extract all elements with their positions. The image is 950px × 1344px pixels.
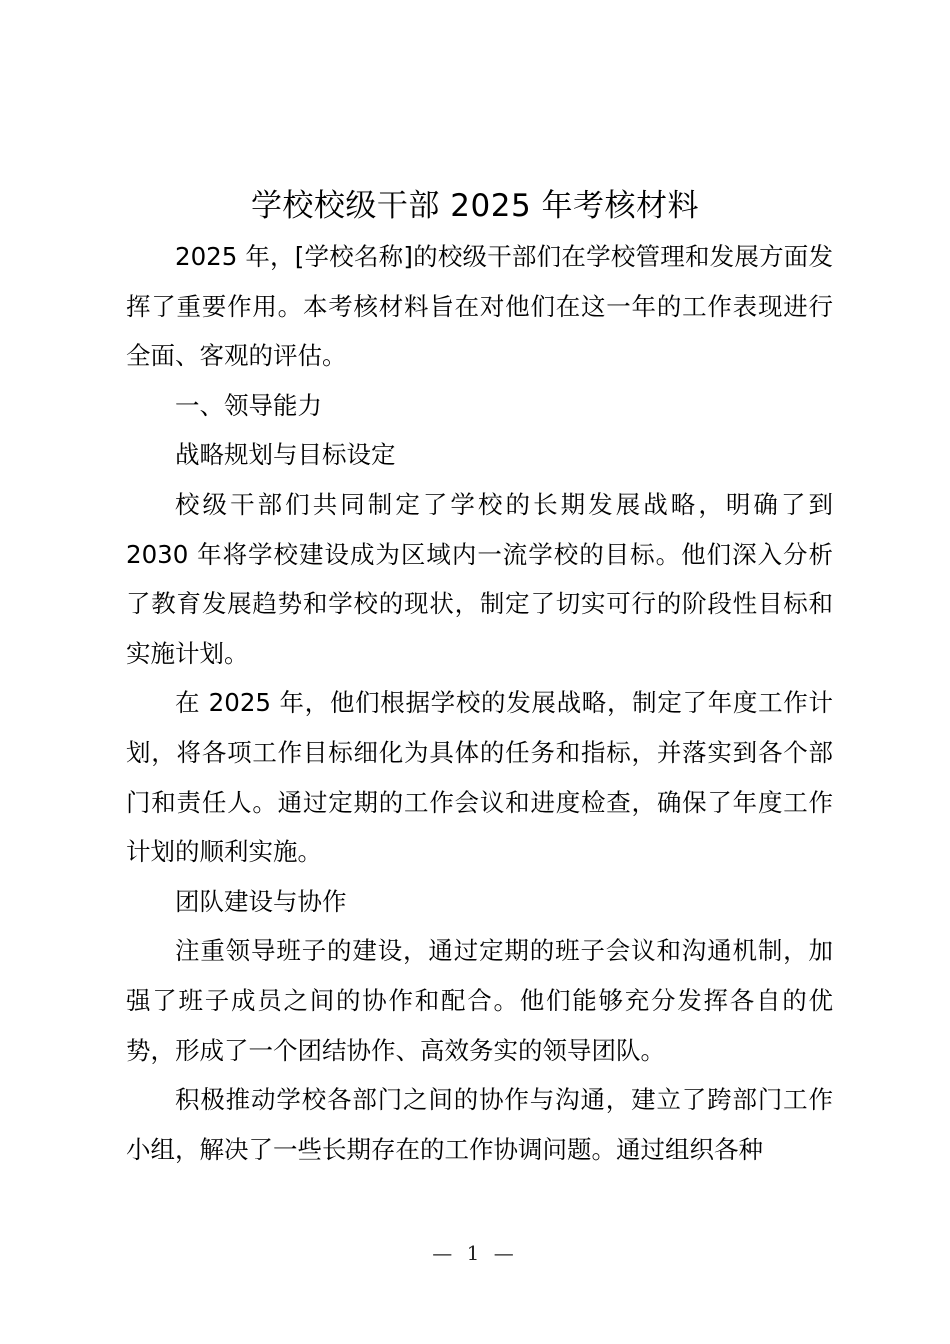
document-title: 学校校级干部 2025 年考核材料 [250,188,700,224]
paragraph-collaboration: 积极推动学校各部门之间的协作与沟通，建立了跨部门工作小组，解决了一些长期存在的工作协调问题。通过组织各种 [126,1085,833,1164]
paragraph-intro: 2025 年，[学校名称]的校级干部们在学校管理和发展方面发挥了重要作用。本考核材料旨在对他们在这一年的工作表现进行全面、客观的评估。 [126,242,833,371]
section-heading-leadership: 一、领导能力 [175,390,322,420]
document-body [126,232,833,1174]
paragraph-strategy: 校级干部们共同制定了学校的长期发展战略，明确了到 2030 年将学校建设成为区域内一流学校的目标。他们深入分析了教育发展趋势和学校的现状，制定了切实可行的阶段性目标和实施计划。 [126,489,833,668]
subheading-strategy: 战略规划与目标设定 [175,440,396,470]
paragraph-annual-plan: 在 2025 年，他们根据学校的发展战略，制定了年度工作计划，将各项工作目标细化为具体的任务和指标，并落实到各个部门和责任人。通过定期的工作会议和进度检查，确保了年度工作计划的顺利实施。 [126,688,833,867]
page-number: — 1 — [432,1241,518,1265]
paragraph-team-building: 注重领导班子的建设，通过定期的班子会议和沟通机制，加强了班子成员之间的协作和配合。他们能够充分发挥各自的优势，形成了一个团结协作、高效务实的领导团队。 [126,936,833,1065]
subheading-teamwork: 团队建设与协作 [175,886,347,916]
